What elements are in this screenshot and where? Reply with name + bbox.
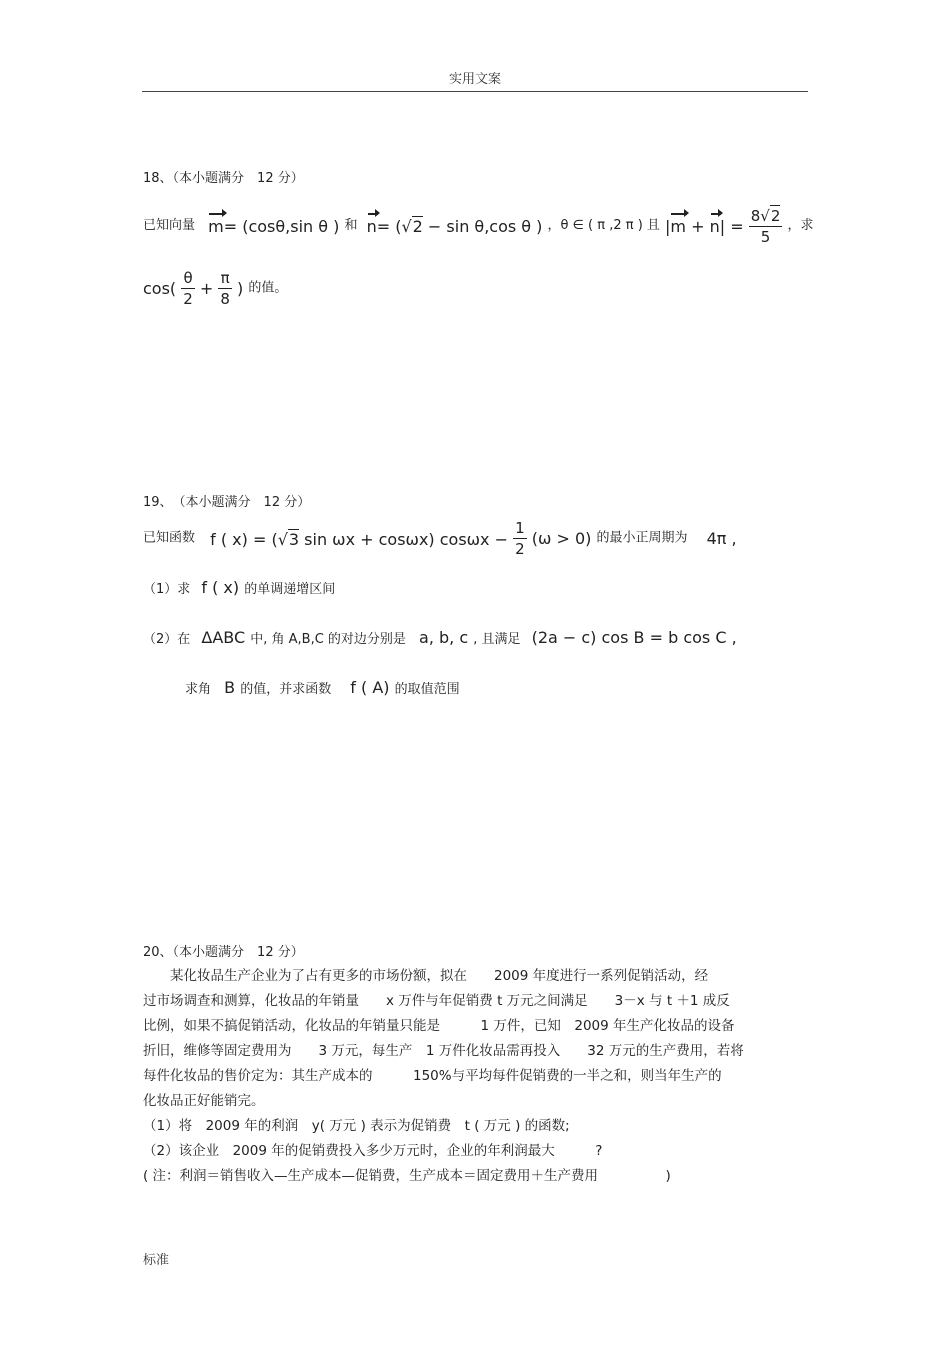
q19-abc: a, b, c — [419, 628, 469, 647]
page-header-title: 实用文案 — [448, 72, 501, 87]
q19-p1-f: f ( x) — [201, 578, 240, 597]
q19-p3-mid: 的值，并求函数 — [240, 682, 332, 697]
vector-n: n — [366, 217, 377, 236]
q18-statement-line1: 已知向量 m= (cosθ,sin θ ) 和 n= (√2 − sin θ,cos θ ) ，θ ∈ ( π ,2 π ) 且 |m + n| = $\frac{8√2}{5}$ ，求 — [143, 207, 814, 246]
q19-triangle: ΔABC — [201, 628, 246, 647]
q18-abs-open: | — [665, 216, 671, 236]
q18-plus: + — [686, 216, 710, 236]
q18-cos-open: cos( — [143, 279, 177, 298]
q19-part2 — [143, 628, 737, 649]
q19-condition: (2a − c) cos B = b cos C , — [531, 628, 737, 647]
vector-n-sum: n — [709, 216, 720, 236]
q18-equals: = — [725, 216, 744, 236]
q20-line: （2）该企业 2009 年的促销费投入多少万元时，企业的年利润最大 ? — [143, 1143, 603, 1159]
q20-line: ( 注：利润＝销售收入—生产成本—促销费，生产成本＝固定费用＋生产费用 ) — [143, 1168, 671, 1184]
q18-text-and: 和 — [344, 218, 358, 233]
q19-p2-mid: 中, 角 A,B,C 的对边分别是 — [250, 632, 406, 647]
vector-m-sum: m — [670, 216, 686, 236]
q19-half — [513, 518, 527, 559]
q18-m-expr: = (cosθ,sin θ ) — [223, 216, 340, 236]
q19-p1-pre: （1）求 — [143, 582, 191, 597]
q18-pi: π — [218, 268, 232, 289]
q18-pi-over-8 — [218, 268, 232, 309]
q19-p3-post: 的取值范围 — [394, 682, 460, 697]
q19-expr: sin ωx + cosωx) cosωx − — [299, 529, 509, 549]
q18-theta-over-2 — [181, 268, 195, 309]
q18-two: 2 — [183, 290, 193, 308]
q20-line: 每件化妆品的售价定为：其生产成本的 150%与平均每件促销费的一半之和，则当年生产的 — [143, 1068, 722, 1084]
q18-text-given: 已知向量 — [143, 218, 196, 233]
q19-p1-post: 的单调递增区间 — [244, 582, 336, 597]
vector-m: m — [208, 216, 224, 236]
q18-plus2: + — [199, 279, 219, 298]
q19-p2-pre: （2）在 — [143, 632, 191, 647]
q19-text-given: 已知函数 — [143, 530, 196, 546]
q18-ask: ，求 — [787, 218, 814, 233]
header-divider — [142, 91, 808, 92]
q18-cos-close: ) — [237, 279, 244, 298]
q18-n-expr-pre: = ( — [376, 217, 402, 236]
q19-p3-pre: 求角 — [185, 682, 212, 697]
q20-heading: 20、（本小题满分 12 分） — [143, 945, 304, 960]
q19-fA: f ( A) — [350, 678, 390, 697]
q18-frac-num-sqrt: 2 — [770, 207, 781, 225]
q20-line: 过市场调查和测算，化妆品的年销量 x 万件与年促销费 t 万元之间满足 3－x 与 t ＋1 成反 — [143, 993, 730, 1009]
q20-line: 折旧，维修等固定费用为 3 万元，每生产 1 万件化妆品需再投入 32 万元的生产费用，若将 — [143, 1043, 744, 1059]
q19-part2-ask — [185, 678, 460, 699]
q18-frac-den: 5 — [760, 228, 771, 246]
q19-sqrt3: 3 — [288, 529, 300, 549]
q19-period-text: 的最小正周期为 — [596, 530, 688, 546]
q19-fx: f ( x) = ( — [210, 529, 278, 549]
q18-eight: 8 — [220, 290, 230, 308]
q18-abs-close: | — [719, 216, 726, 236]
q20-line: （1）将 2009 年的利润 y( 万元 ) 表示为促销费 t ( 万元 ) 的函数; — [143, 1118, 570, 1134]
q19-four-pi: 4π , — [706, 529, 737, 548]
page-footer-label: 标准 — [143, 1253, 170, 1268]
q19-part1 — [143, 578, 335, 599]
q18-condition: ，θ ∈ ( π ,2 π ) 且 — [547, 218, 660, 233]
q20-line: 比例，如果不搞促销活动，化妆品的年销量只能是 1 万件，已知 2009 年生产化妆品的设备 — [143, 1018, 735, 1034]
q18-value-text: 的值。 — [248, 280, 288, 296]
q20-line: 化妆品正好能销完。 — [143, 1093, 265, 1109]
q19-heading: 19、 （本小题满分 12 分） — [143, 495, 311, 510]
q19-omega: (ω > 0) — [531, 529, 592, 548]
q19-half-num: 1 — [515, 519, 525, 537]
q18-heading: 18、（本小题满分 12 分） — [143, 171, 304, 186]
q19-p2-sat: , 且满足 — [473, 632, 521, 647]
q18-frac-num: 8 — [750, 207, 761, 225]
q18-statement-line2 — [143, 268, 287, 318]
q20-body — [143, 964, 744, 1189]
q18-fraction: $\frac{8√2}{5}$ — [750, 207, 781, 246]
q19-angle-b: B — [224, 678, 236, 697]
q18-sqrt2: 2 — [412, 217, 423, 236]
q18-theta: θ — [181, 268, 195, 289]
q18-n-expr-post: − sin θ,cos θ ) — [422, 217, 543, 236]
q19-statement: 已知函数 f ( x) = (√3 sin ωx + cosωx) cosωx − $\frac{1}{2}$ (ω > 0) 的最小正周期为 4π , — [143, 519, 737, 558]
q19-half-den: 2 — [515, 540, 525, 558]
q20-line: 某化妆品生产企业为了占有更多的市场份额，拟在 2009 年度进行一系列促销活动，经 — [143, 968, 709, 984]
